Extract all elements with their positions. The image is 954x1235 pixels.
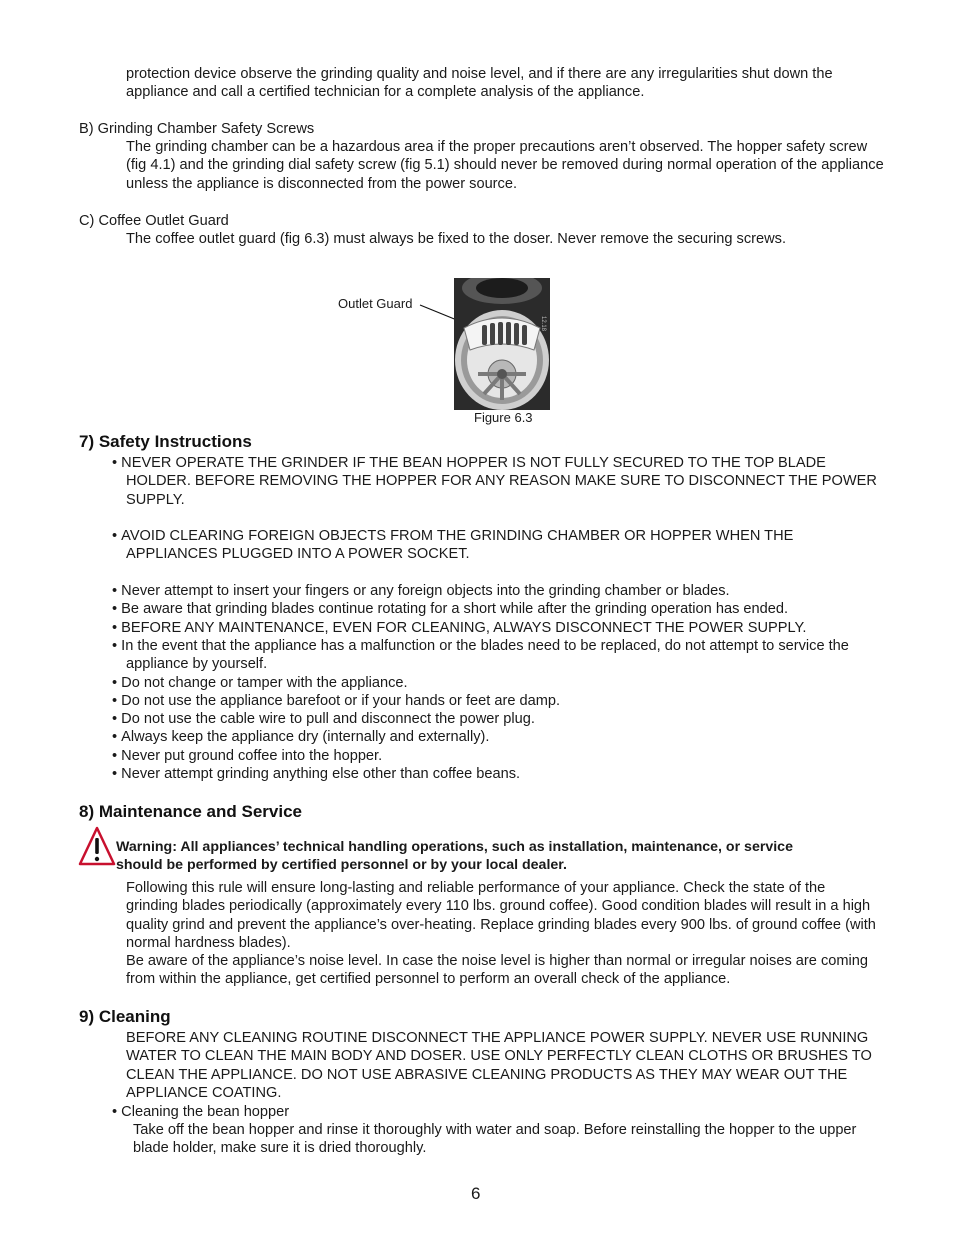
list-item: • AVOID CLEARING FOREIGN OBJECTS FROM THE GRINDING CHAMBER OR HOPPER WHEN THE APPLIANCES PLUGGED INTO A POWER SOCKET.	[112, 527, 887, 564]
cleaning-list	[112, 1103, 887, 1121]
safety-list	[112, 454, 887, 783]
outlet-guard-photo	[454, 278, 550, 410]
list-item: • Do not use the cable wire to pull and disconnect the power plug.	[112, 710, 887, 728]
list-item: • NEVER OPERATE THE GRINDER IF THE BEAN HOPPER IS NOT FULLY SECURED TO THE TOP BLADE HOLDER. BEFORE REMOVING THE HOPPER FOR ANY REASON MAKE SURE TO DISCONNECT THE POWER SUPPLY.	[112, 454, 887, 509]
maintenance-heading: 8) Maintenance and Service	[79, 802, 302, 821]
section-c-heading: C) Coffee Outlet Guard	[79, 213, 229, 229]
figure-caption: Figure 6.3	[474, 410, 533, 425]
list-item: • In the event that the appliance has a malfunction or the blades need to be replaced, do not attempt to service the appliance by yourself.	[112, 637, 887, 674]
list-item: • Do not change or tamper with the appliance.	[112, 674, 887, 692]
maintenance-paragraph-1: Following this rule will ensure long-lasting and reliable performance of your appliance. Check the state of the grinding blades periodically (approximately every 110 lbs. ground coffee). Good condition blades will result in a high quality grind and prevent the appliance’s over-heating. Replace grinding blades every 900 lbs. of ground coffee (with normal hardness blades).	[126, 880, 876, 951]
list-item: • Be aware that grinding blades continue rotating for a short while after the grinding operation has ended.	[112, 600, 887, 618]
figure-side-text: 12.18	[540, 316, 546, 332]
section-c-body: The coffee outlet guard (fig 6.3) must always be fixed to the doser. Never remove the securing screws.	[126, 231, 787, 247]
warning-triangle-icon	[78, 826, 116, 866]
intro-paragraph: protection device observe the grinding quality and noise level, and if there are any irregularities shut down the appliance and call a certified technician for a complete analysis of the appliance.	[126, 66, 833, 101]
section-b-heading: B) Grinding Chamber Safety Screws	[79, 121, 315, 137]
list-item: • Never attempt grinding anything else other than coffee beans.	[112, 765, 887, 783]
safety-heading: 7) Safety Instructions	[79, 432, 252, 451]
cleaning-intro: BEFORE ANY CLEANING ROUTINE DISCONNECT THE APPLIANCE POWER SUPPLY. NEVER USE RUNNING WATER TO CLEAN THE MAIN BODY AND DOSER. USE ONLY PERFECTLY CLEAN CLOTHS OR BRUSHES TO CLEAN THE APPLIANCE. DO NOT USE ABRASIVE CLEANING PRODUCTS AS THEY MAY WEAR OUT THE APPLIANCE COATING.	[126, 1030, 872, 1101]
cleaning-bullet-body: Take off the bean hopper and rinse it thoroughly with water and soap. Before reinstalling the hopper to the upper blade holder, make sure it is dried thoroughly.	[133, 1122, 857, 1157]
page-number: 6	[471, 1184, 481, 1203]
section-b-body: The grinding chamber can be a hazardous area if the proper precautions aren’t observed. The hopper safety screw (fig 4.1) and the grinding dial safety screw (fig 5.1) should never be removed during normal operation of the appliance unless the appliance is disconnected from the power source.	[126, 139, 884, 192]
list-item: • Never attempt to insert your fingers or any foreign objects into the grinding chamber or blades.	[112, 582, 887, 600]
list-item: • Always keep the appliance dry (internally and externally).	[112, 728, 887, 746]
cleaning-heading: 9) Cleaning	[79, 1007, 171, 1026]
list-item: • Do not use the appliance barefoot or if your hands or feet are damp.	[112, 692, 887, 710]
maintenance-paragraph-2: Be aware of the appliance’s noise level. In case the noise level is higher than normal or irregular noises are coming from within the appliance, get certified personnel to perform an overall check of the appliance.	[126, 953, 868, 988]
list-item: • Never put ground coffee into the hopper.	[112, 747, 887, 765]
warning-text: Warning: All appliances’ technical handling operations, such as installation, maintenance, or service should be performed by certified personnel or by your local dealer.	[116, 839, 793, 874]
list-item: • BEFORE ANY MAINTENANCE, EVEN FOR CLEANING, ALWAYS DISCONNECT THE POWER SUPPLY.	[112, 619, 887, 637]
figure-label: Outlet Guard	[338, 296, 413, 311]
list-item: • Cleaning the bean hopper	[112, 1103, 887, 1121]
